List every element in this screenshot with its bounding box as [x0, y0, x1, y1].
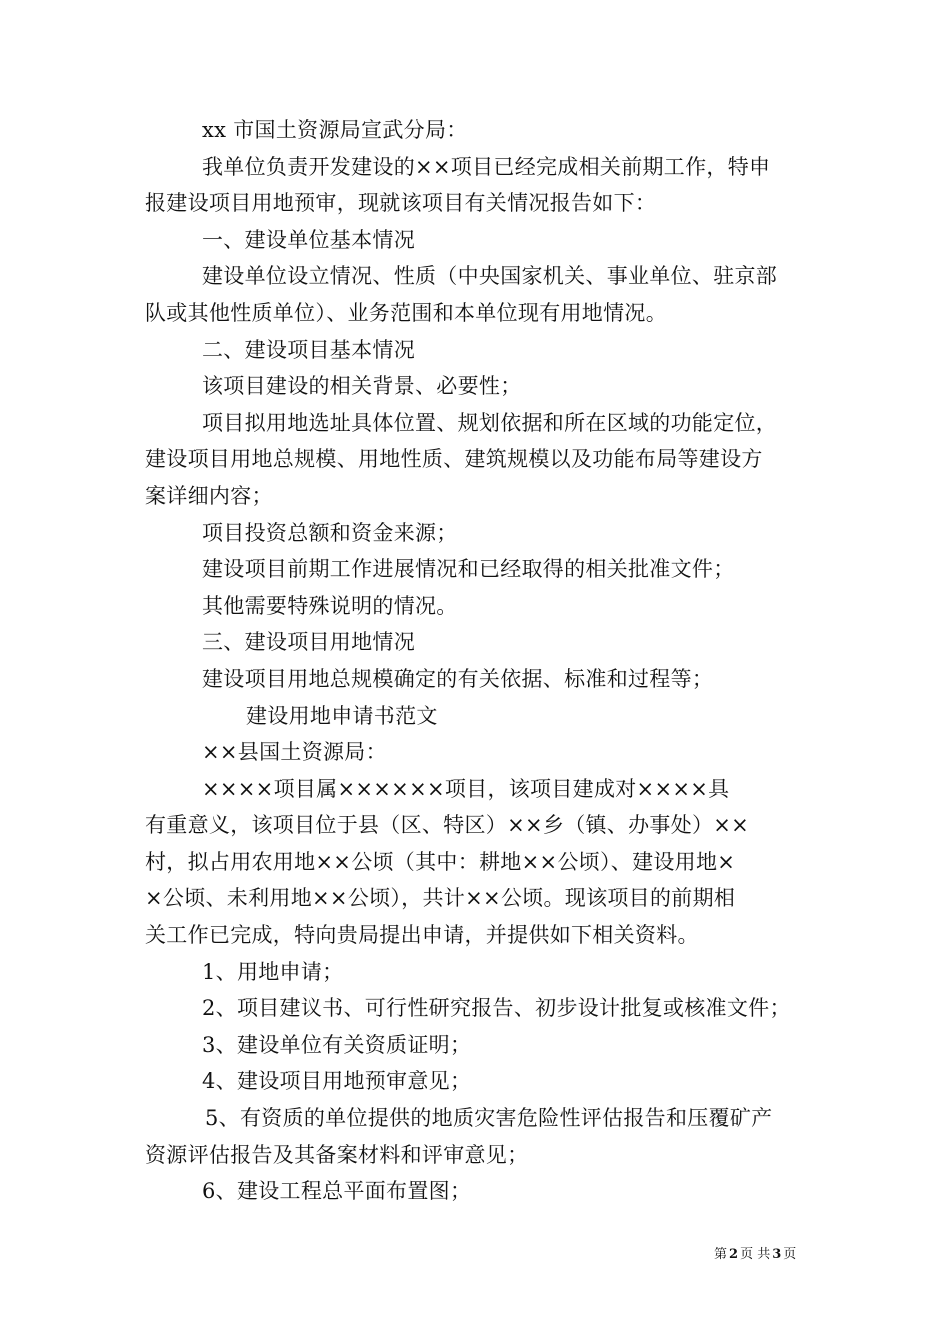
paragraph-line: 其他需要特殊说明的情况。: [202, 593, 458, 618]
section-heading-2: 二、建设项目基本情况: [202, 337, 415, 362]
paragraph-line: 项目拟用地选址具体位置、规划依据和所在区域的功能定位，: [202, 410, 778, 435]
list-item: 6、建设工程总平面布置图；: [202, 1179, 472, 1204]
paragraph-line: ×公顷、未利用地××公顷），共计××公顷。现该项目的前期相: [145, 886, 736, 911]
footer-suffix: 页: [783, 1247, 797, 1262]
paragraph-line: 建设项目用地总规模确定的有关依据、标准和过程等；: [202, 666, 714, 691]
list-item: 4、建设项目用地预审意见；: [202, 1069, 472, 1094]
paragraph-line: 有重意义，该项目位于县（区、特区）××乡（镇、办事处）××: [145, 813, 750, 838]
addressee-line: xx 市国土资源局宣武分局：: [202, 118, 468, 142]
footer-middle: 页 共: [740, 1247, 771, 1262]
paragraph-line: 该项目建设的相关背景、必要性；: [202, 374, 522, 399]
list-item-continuation: 资源评估报告及其备案材料和评审意见；: [145, 1142, 529, 1167]
footer-prefix: 第: [714, 1247, 728, 1262]
paragraph-line: 队或其他性质单位）、业务范围和本单位现有用地情况。: [145, 300, 667, 325]
list-item: 2、项目建议书、可行性研究报告、初步设计批复或核准文件；: [202, 996, 791, 1021]
current-page-number: 2: [729, 1247, 739, 1262]
paragraph-line: 项目投资总额和资金来源；: [202, 520, 458, 545]
paragraph-line: 关工作已完成，特向贵局提出申请，并提供如下相关资料。: [145, 923, 699, 948]
list-item: 3、建设单位有关资质证明；: [202, 1032, 472, 1057]
paragraph-line: 村，拟占用农用地××公顷（其中：耕地××公顷）、建设用地×: [145, 849, 736, 874]
paragraph-line: 报建设项目用地预审，现就该项目有关情况报告如下：: [145, 191, 657, 216]
paragraph-line: 我单位负责开发建设的××项目已经完成相关前期工作，特申: [202, 154, 771, 179]
paragraph-line: 建设项目用地总规模、用地性质、建筑规模以及功能布局等建设方: [145, 447, 763, 472]
paragraph-line: 建设项目前期工作进展情况和已经取得的相关批准文件；: [202, 557, 735, 582]
paragraph-line: 建设单位设立情况、性质（中央国家机关、事业单位、驻京部: [202, 264, 778, 289]
section-heading-3: 三、建设项目用地情况: [202, 630, 415, 655]
document-body: [145, 112, 810, 1210]
total-page-number: 3: [772, 1247, 782, 1262]
paragraph-line: 案详细内容；: [145, 483, 273, 508]
list-item: 1、用地申请；: [202, 959, 344, 984]
list-item: 5、有资质的单位提供的地质灾害危险性评估报告和压覆矿产: [205, 1106, 773, 1131]
paragraph-line: ××××项目属××××××项目，该项目建成对××××具: [202, 776, 730, 801]
document-title: 建设用地申请书范文: [246, 703, 438, 728]
addressee-line: ××县国土资源局：: [202, 740, 387, 765]
page-number-footer: [714, 1247, 796, 1263]
section-heading-1: 一、建设单位基本情况: [202, 227, 415, 252]
